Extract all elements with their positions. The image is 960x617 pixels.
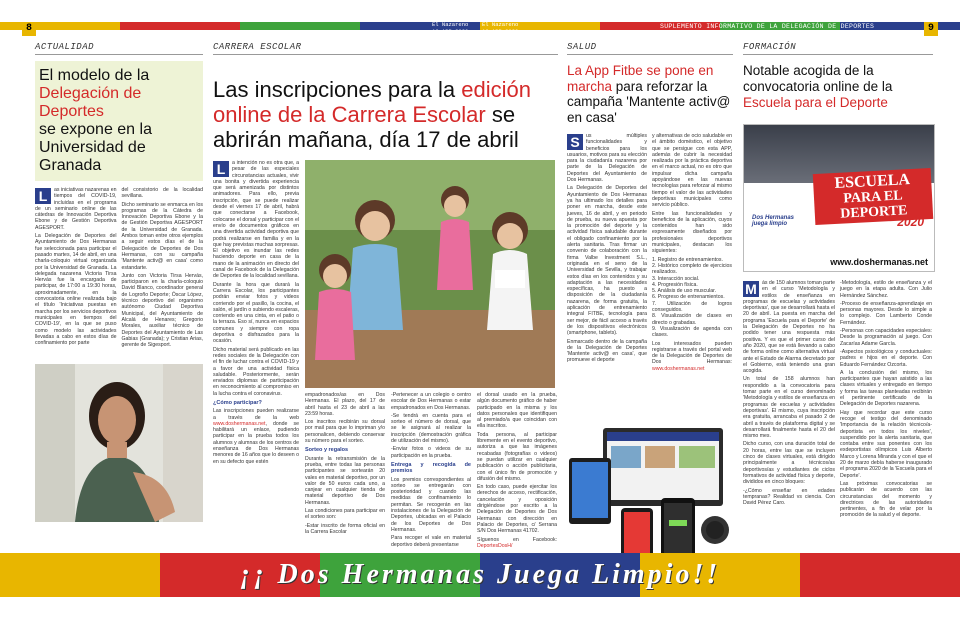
article-title: Notable acogida de la convocatoria online de la Escuela para el Deporte (743, 63, 893, 110)
feature-list-item: 6. Progreso de entrenamientos. (652, 294, 725, 301)
subheading-entrega: Entrega y recogida de premios (391, 461, 471, 475)
article-body-col-a: S us múltiples funcionalidades y beneficios para los usuarios, motivos para su elección para la ciudadanía nazarena por parte de la Delegación de Deportes del Ayuntamiento de Dos Hermanas. La Delegación de Deportes del Ayuntamiento de Dos Hermanas ya ha ultimado los detalles para poner en marcha, desde este jueves, 16 de abril, y en periodo de prueba, su nueva apuesta por la promoción del deporte y la actividad física saludable durante el obligado confinamiento por la alerta sanitaria. Tras firmar un convenio de colaboración con la firma Valbe Investment S.L., originada en el seno de la Universidad de Sevilla, y trabajar estos días en los contenidos y su adaptación a las necesidades específicas, ha puesto a disposición de la ciudadanía nazarena, de forma gratuita, la aplicación de entrenamiento integral FITBE, tecnología para ser mejor, de fácil acceso a través de los dispositivos electrónicos (smartphone, tablets). Enmarcado dentro de la campaña de la Delegación de Deportes 'Mantente activ@ en casa', que promueve el deporte (567, 133, 647, 364)
drop-cap: L (35, 188, 51, 204)
column-actualidad (35, 42, 203, 350)
column-formacion (743, 42, 933, 519)
article-title: El modelo de la Delegación de Deportes se expone en la Universidad de Granada (39, 67, 152, 174)
article-body-col-c: -Pertenecer a un colegio o centro escolar de Dos Hermanas o estar empadronados en Dos Hermanas. -Se tendrá en cuenta para el sorteo el número de dorsal, que se le asignará al realizar la inscripción (demostración gráfica de utilización del mismo). -Enviar fotos o videos de su participación en la prueba. Entrega y recogida de premios Los premios correspondientes al sorteo se entregarán con posterioridad y cuando las medidas de confinamiento lo permitan. Se recogerán en las instalaciones de la Delegación de Deportes, ubicadas en el Palacio de los Deportes de Dos Hermanas. Para recoger el vale en material deportivo deberá presentarse (391, 392, 471, 548)
article-body-col-b: -Metodología, estilo de enseñanza y el juego en la etapa adulta. Con Julio Hernández Sánchez. -Proceso de enseñanza-aprendizaje en personas mayores. Desde lo simple a lo complejo. Con Lamberto Conde Fernández. -Personas con capacidades especiales: Desde la programación al juego. Con Zacarías Adame García. -Aspectos psicológicos y conductuales: padres e hijos en el deporte. Con Eduardo Fernández Ozcorta. A la conclusión del mismo, los participantes que hayan asistido a las clases virtuales y entregado en tiempo y forma las tareas planteadas recibirán el pertinente certificado de la Delegación de Deportes nazarena. Hay que recordar que este curso recoge el testigo del denominado 'Importancia de la relación técnico/a-deportista en todos los niveles', suspendido por la alerta sanitaria, que contaba entre sus ponentes con los exdeportistas olímpicos Luis Alberto Marco y Lorena Miranda y con el que el 20 de marzo debía haberse inaugurado el programa 2020 de la 'Escuela para el Deporte'. Las próximas convocatorias se publicarán de acuerdo con las circunstancias del momento y directrices de las autoridades pertinentes, a fin de velar por la promoción de la salud y el deporte. (840, 280, 932, 519)
feature-list (652, 257, 732, 339)
feature-list-item: 3. Interacción social. (652, 275, 700, 282)
section-label: ACTUALIDAD (35, 42, 203, 55)
feature-list-item: 4. Progresión física. (652, 281, 698, 288)
section-label: CARRERA ESCOLAR (213, 42, 558, 55)
banner-web: www.doshermanas.net (830, 257, 928, 267)
subheading-sorteo: Sorteo y regalos (305, 447, 349, 454)
banner-escuela-deporte (743, 124, 935, 272)
banner-year: 2020 (897, 215, 924, 229)
feature-list-item: 8. Visualización de clases en directo o grabadas. (652, 313, 732, 326)
article-body-col-a: L a intención no es otra que, a pesar de las especiales circunstancias actuales, vivir una bonita y divertida experiencia que será amenizada por distintos animadores. Para ello, previa inscripción, que se puede realizar desde el viernes 17 de abril, habrá que conectarse a Facebook, colocarse el dorsal y participar con el envío de documentos gráficos en una divertida actividad deportiva que podrá realizarse en familia y en la que hay previstas muchas sorpresas. El objetivo es inundar las redes haciendo deporte en casa de la mano de la animación en directo del canal de Facebook de la Delegación de Deportes de la localidad sevillana. Durante la hora que durará la Carrera Escolar, los participantes podrán enviar fotos y videos corriendo por el pasillo, la cocina, el salón, el jardín o subiendo escaleras, corriendo en una cinta, en el patio o la terraza. Eso sí, nunca en espacios comunes y siempre con ropa deportiva o disfrazados para la ocasión. Dicho material será publicado en las redes sociales de la Delegación con el fin de luchar contra el COVID-19 y a favor de una actividad física saludable. Posteriormente, serán enviados diplomas de participación en reconocimiento al compromiso en la lucha contra el coronavirus. ¿Cómo participar? Las inscripciones pueden realizarse a través de la web www.doshermanas.net, donde se habilitará un enlace, pudiendo participar en la prueba todos los alumnos y alumnas de los centros de enseñanza de Dos Hermanas menores de 16 años que lo deseen o en su defecto que estén (213, 160, 299, 465)
article-title: La App Fitbe se pone en marcha para reforzar la campaña 'Mantente activ@ en casa' (567, 63, 731, 125)
article-body-col-b: empadronados/as en Dos Hermanas. El plazo, del 17 de abril hasta el 23 de abril a las 23:59 horas. Los inscritos recibirán su dorsal por mail para que lo impriman y/o personalicen, debiendo conservar su número para el sorteo. Sorteo y regalos Durante la retransmisión de la prueba, entre todas las personas participantes se sortearán 20 vales en material deportivo, por un valor de 50 euros cada uno, a canjear en cualquier tienda de material deportivo de Dos Hermanas. Las condiciones para participar en el sorteo son: -Estar inscrito de forma oficial en la Carrera Escolar (305, 392, 385, 535)
photo-girls-running (305, 160, 555, 388)
web-link[interactable]: www.doshermanas.net (652, 365, 705, 372)
header-date-left: El Nazareno 16 ABR 2020 (432, 21, 469, 35)
drop-cap: L (213, 161, 229, 177)
section-label: FORMACIÓN (743, 42, 933, 55)
feature-list-item: 7. Utilización de logros conseguidos. (652, 300, 732, 314)
feature-list-item: 2. Histórico completo de ejercicios realizados. (652, 262, 732, 276)
drop-cap: M (743, 281, 759, 297)
article-body-col-b: del consistorio de la localidad sevillana. Dicho seminario se enmarca en los programas de la Cátedra de Innovación Deportiva Ebone y la de Gestión Deportiva AGESPORT de la Universidad de Granada. Ambos toman entre otros ejemplos a seguir estos días el de la Delegación de Deportes de Dos Hermanas, con su campaña 'Mantente activ@ en casa' como estandarte. Junto con Victoria Tirsa Hervás, participaron en la charla-coloquio David Blanco, coordinador general de Logroño Deporte; Óscar López, técnico deportivo del organismo autónomo Ciudad Deportiva Municipal, del Ayuntamiento de Alcalá de Henares; Gregorio Morales, auxiliar técnico de Deportes del Ayuntamiento de Las Gabias (Granada); y Cristian Arias, gerente de Sigesport. (121, 187, 203, 349)
feature-list-item: 9. Visualización de agenda con clases. (652, 325, 732, 339)
feature-list-item: 1. Registro de entrenamientos. (652, 256, 723, 263)
slogan-banner: ¡¡ Dos Hermanas Juega Limpio!! (239, 559, 721, 590)
banner-logo: Dos Hermanas juega limpio (752, 215, 795, 227)
subheading-como-participar: ¿Cómo participar? (213, 399, 262, 406)
web-link[interactable]: www.doshermanas.net (213, 420, 266, 427)
photo-app-devices (565, 424, 733, 564)
page-number-right: 9 (924, 22, 938, 36)
section-label: SALUD (567, 42, 733, 55)
header-date-right: El Nazareno 16 ABR 2020 (482, 21, 519, 35)
article-body-col-d: el dorsal usado en la prueba, algún documento gráfico de haber participado en la misma y los datos personales que identifiquen al premiado/a que coincidan con ella inscritos. Toda persona, al participar libremente en el evento deportivo, autoriza a que las imágenes recabadas (fotografías o videos) se puedan utilizar en cualquier publicación o acción publicitaria, con el único fin de promoción y difusión del mismo. En todo caso, puede ejercitar los derechos de acceso, rectificación, cancelación y oposición dirigiéndose por escrito a la Delegación de Deportes de Dos Hermanas con dirección en Palacio de Deportes, c/ Serrana S/N Dos Hermanas 41702. Síguenos en Facebook: DeportesDosH/ (477, 392, 557, 549)
header-supplement: SUPLEMENTO INFORMATIVO DE LA DELEGACIÓN DE DEPORTES (660, 23, 875, 30)
page-number-left: 8 (22, 22, 36, 36)
article-body-col-b: y alternativas de ocio saludable en el ámbito doméstico, el objetivo que se persigue con esta APP, además de cubrir la necesidad realizada por la práctica deportiva en el marco actual, no es otro que impulsar dicha campaña apoyándose en las nuevas tecnologías para reforzar al mismo tiempo el valor de las actividades deportivas municipales como servicio público. Entre las funcionalidades y beneficios de la aplicación, cuyos contenidos han sido expresamente diseñados por profesionales deportivos municipales, destacan los siguientes: 1. Registro de entrenamientos. 2. Histórico completo de ejercicios realizados. 3. Interacción social. 4. Progresión física. 5. Análisis de uso muscular. 6. Progreso de entrenamientos. 7. Utilización de logros conseguidos. 8. Visualización de clases en directo o grabadas. 9. Visualización de agenda con clases. Los interesados pueden registrarse a través del portal web de la Delegación de Deportes de Dos Hermanas: www.doshermanas.net (652, 133, 732, 372)
banner-title: ESCUELA PARA EL DEPORTE (813, 168, 934, 225)
article-body-col-a: L as iniciativas nazarenas en tiempos del COVID-19, incluidas en el programa de un seminario online de las cátedras de Innovación Deportiva Ebone y de Gestión Deportiva AGESPORT. La Delegación de Deportes del Ayuntamiento de Dos Hermanas fue seleccionada para participar el pasado martes, 14 de abril, en una charla-coloquio virtual organizada por la Universidad de Granada. La delegada nazarena Victoria Tirsa Hervás fue la encargada de participar, de 17:00 a 19:30 horas, aproximadamente, en la convocatoria online realizada bajo el título 'Iniciativas puestas en marcha por los servicios deportivos municipales en tiempos del COVID-19', en la que se puso como modelo las actividades llevadas a cabo en estos días de confinamiento por parte (35, 187, 117, 347)
drop-cap: S (567, 134, 583, 150)
column-salud (567, 42, 733, 374)
article-title: Las inscripciones para la edición online de la Carrera Escolar se abrirán mañana, día 17 de abril (213, 77, 531, 152)
article-header-bg (35, 61, 203, 181)
column-carrera-escolar (213, 42, 558, 549)
article-body-col-a: M ás de 150 alumnos toman parte en el curso 'Metodología y estilos de enseñanza en programas de escuelas y actividades deportivas', que se desarrollará hasta el 20 de abril. La puesta en marcha del programa 'Escuela para el Deporte' de la Delegación de Deportes no ha podido tener una respuesta más positiva. Y es que el primer curso del año 2020, que se está llevando a cabo de forma online como alternativa virtual ante el Estado de Alarma decretado por el Gobierno, está teniendo una gran acogida. Un total de 158 alumnos han respondido a la convocatoria para tomar parte en el curso denominado 'Metodología y estilos de enseñanza en programas de escuelas y actividades deportivas'. El mismo, cuya inscripción era gratuita, arrancaba el pasado 2 de abril a través de plataforma digital y se desarrollará finalmente hasta el 20 del mismo mes. Dicho curso, con una duración total de 20 horas, entre las que se incluyen cinco de clases virtuales, está dirigido principalmente a técnicos/as deportivos/as y estudiantes de ciclos formativos de actividad física y deporte, divididos en cinco bloques: -¿Cómo enseñar en edades tempranas? Realidad vs ciencia. Con David Pérez Caro. (743, 280, 835, 507)
photo-woman-portrait (35, 364, 203, 522)
feature-list-item: 5. Análisis de uso muscular. (652, 288, 717, 295)
facebook-link[interactable]: DeportesDosH/ (477, 542, 513, 549)
